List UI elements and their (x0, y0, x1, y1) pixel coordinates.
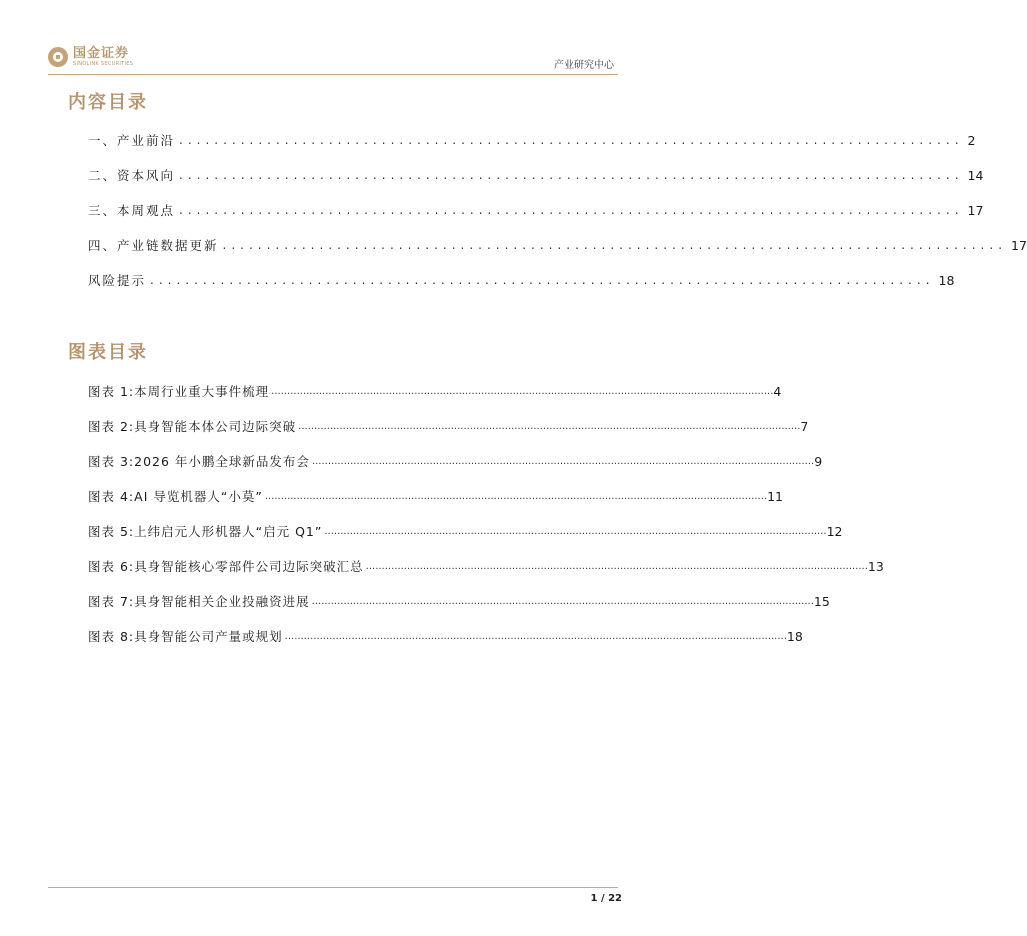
figure-item-number: 图表 1: (88, 384, 135, 399)
figure-item-label: 上纬启元人形机器人“启元 Q1” (134, 524, 323, 539)
toc-item-label: 三、本周观点 (88, 203, 176, 218)
figure-item-label: 具身智能相关企业投融资进展 (134, 594, 310, 609)
figure-item-number: 图表 2: (88, 419, 135, 434)
toc-item-label: 风险提示 (88, 273, 147, 288)
toc-title: 内容目录 (68, 92, 148, 113)
figure-item-page: 13 (867, 558, 884, 574)
leader-dots: ......................................................................................... (150, 273, 935, 287)
leader-dots: .............................................................................................................................................................. (271, 385, 774, 397)
logo-cn-text: 国金证券 (73, 46, 130, 61)
figure-item-page: 4 (773, 383, 782, 399)
figure-item-page: 18 (786, 628, 803, 644)
toc-item[interactable] (88, 235, 1027, 255)
figure-item[interactable] (88, 381, 782, 401)
leader-dots: ......................................................................................... (179, 168, 964, 182)
toc-item-label: 四、产业链数据更新 (88, 238, 219, 253)
figure-item-number: 图表 5: (88, 524, 135, 539)
figure-item[interactable] (88, 521, 843, 541)
toc-item-label: 一、产业前沿 (88, 133, 176, 148)
figure-item-number: 图表 4: (88, 489, 135, 504)
figure-item-label: 本周行业重大事件梳理 (134, 384, 270, 399)
leader-dots: .............................................................................................................................................................. (311, 595, 814, 607)
toc-item-page: 18 (938, 272, 955, 288)
figure-item-page: 9 (814, 453, 823, 469)
department-label: 产业研究中心 (554, 60, 614, 71)
footer-divider (48, 887, 618, 888)
leader-dots: .............................................................................................................................................................. (324, 525, 827, 537)
figure-item-label: 具身智能核心零部件公司边际突破汇总 (134, 559, 364, 574)
figure-item[interactable] (88, 626, 803, 646)
leader-dots: ......................................................................................... (179, 203, 964, 217)
toc-item-page: 2 (967, 132, 976, 148)
figure-item[interactable] (88, 486, 783, 506)
toc-item[interactable] (88, 270, 955, 290)
page-header (48, 44, 618, 76)
logo-en-text: SINOLINK SECURITIES (73, 61, 134, 67)
figure-item-number: 图表 6: (88, 559, 135, 574)
figure-item-label: AI 导览机器人“小莫” (134, 489, 263, 504)
figure-item-page: 11 (767, 488, 783, 504)
leader-dots: .............................................................................................................................................................. (264, 490, 768, 502)
toc-item-page: 17 (1011, 237, 1027, 253)
leader-dots: ......................................................................................... (222, 238, 1008, 252)
toc-item-page: 17 (967, 202, 984, 218)
figure-item-label: 具身智能公司产量或规划 (134, 629, 283, 644)
figure-item-number: 图表 8: (88, 629, 135, 644)
figure-item[interactable] (88, 556, 884, 576)
figure-item-page: 12 (826, 523, 843, 539)
header-divider (48, 74, 618, 75)
page-number: 1 / 22 (590, 893, 622, 904)
figure-item[interactable] (88, 591, 830, 611)
leader-dots: .............................................................................................................................................................. (284, 630, 787, 642)
figure-item-page: 7 (800, 418, 809, 434)
figure-item-label: 2026 年小鹏全球新品发布会 (134, 454, 310, 469)
figure-item-page: 15 (813, 593, 830, 609)
toc-item-page: 14 (967, 167, 984, 183)
figure-item[interactable] (88, 416, 809, 436)
logo-mark-icon (48, 47, 68, 67)
toc-item-label: 二、资本风向 (88, 168, 176, 183)
leader-dots: .............................................................................................................................................................. (365, 560, 868, 572)
figure-item-label: 具身智能本体公司边际突破 (134, 419, 297, 434)
leader-dots: .............................................................................................................................................................. (298, 420, 801, 432)
leader-dots: ......................................................................................... (179, 133, 964, 147)
figure-item-number: 图表 7: (88, 594, 135, 609)
figure-item-number: 图表 3: (88, 454, 135, 469)
leader-dots: .............................................................................................................................................................. (311, 455, 815, 467)
company-logo (48, 47, 133, 67)
toc-item[interactable] (88, 130, 976, 150)
figure-item[interactable] (88, 451, 823, 471)
figures-title: 图表目录 (68, 342, 148, 363)
toc-item[interactable] (88, 200, 984, 220)
toc-item[interactable] (88, 165, 984, 185)
